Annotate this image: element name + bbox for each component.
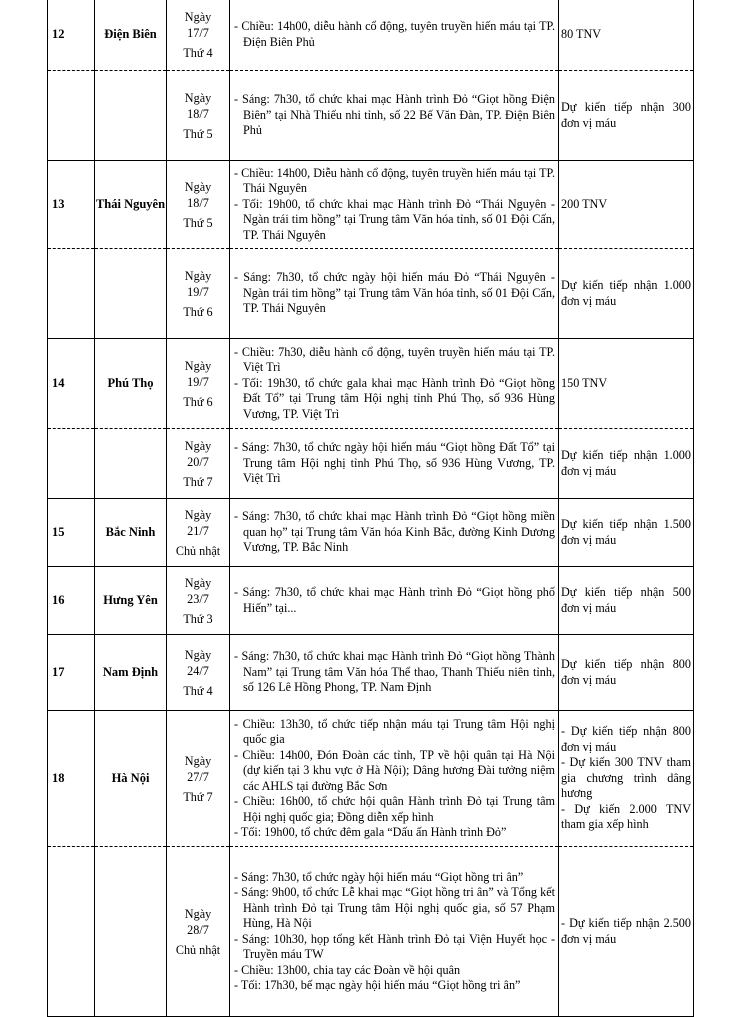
- row-number: 13: [48, 161, 95, 249]
- date-cell: [167, 0, 230, 71]
- activity-item: - Tối: 19h00, tổ chức đêm gala “Dấu ấn Hành trình Đỏ”: [234, 825, 507, 839]
- activity-item: - Chiều: 14h00, Diễu hành cổ động, tuyên truyền hiến máu tại TP. Thái Nguyên: [234, 165, 555, 196]
- activity-item: - Sáng: 7h30, tổ chức khai mạc Hành trình Đỏ “Giọt hồng Điện Biên” tại Nhà Thiếu nhi tỉnh, số 22 Bế Văn Đàn, TP. Điện Biên Phủ: [234, 92, 555, 138]
- result-cell: [559, 635, 694, 711]
- weekday: Thứ 5: [183, 126, 213, 141]
- province-name: Phú Thọ: [95, 339, 167, 429]
- result-item: Dự kiến tiếp nhận 300 đơn vị máu: [561, 100, 691, 130]
- result-item: - Dự kiến 2.000 TNV tham gia xếp hình: [561, 801, 691, 832]
- date-value: 18/7: [187, 195, 209, 210]
- table-row: [48, 711, 694, 847]
- activity-item: - Chiều: 16h00, tổ chức hội quân Hành trình Đỏ tại Trung tâm Hội nghị quốc gia; Đồng diễn xếp hình: [234, 794, 555, 824]
- row-number: [48, 429, 95, 499]
- province-name: Bắc Ninh: [95, 499, 167, 567]
- activities-cell: [230, 429, 559, 499]
- date-value: 21/7: [187, 523, 209, 538]
- activity-item: - Sáng: 9h00, tổ chức Lễ khai mạc “Giọt hồng tri ân” và Tổng kết Hành trình Đỏ tại Trung tâm Hội nghị quốc gia, số 57 Phạm Hùng, Hà Nội: [234, 885, 555, 930]
- date-label: Ngày: [184, 507, 212, 522]
- province-name: Hưng Yên: [95, 567, 167, 635]
- row-number: 17: [48, 635, 95, 711]
- activity-item: - Tối: 19h30, tổ chức gala khai mạc Hành trình Đỏ “Giọt hồng Đất Tổ” tại Trung tâm Hội nghị tỉnh Phú Thọ, số 936 Hùng Vương, TP. Việt Trì: [234, 375, 555, 421]
- province-name: Điện Biên: [95, 0, 167, 71]
- date-value: 17/7: [187, 25, 209, 40]
- row-number: [48, 249, 95, 339]
- date-label: Ngày: [184, 906, 212, 921]
- result-cell: [559, 249, 694, 339]
- result-cell: [559, 339, 694, 429]
- activities-cell: [230, 249, 559, 339]
- table-row: [48, 847, 694, 1017]
- date-cell: [167, 499, 230, 567]
- date-label: Ngày: [184, 753, 212, 768]
- result-cell: [559, 0, 694, 71]
- activity-item: - Chiều: 13h30, tổ chức tiếp nhận máu tại Trung tâm Hội nghị quốc gia: [234, 716, 555, 746]
- table-row: [48, 429, 694, 499]
- result-item: 150 TNV: [561, 375, 608, 390]
- weekday: Chủ nhật: [175, 543, 221, 558]
- weekday: Chủ nhật: [175, 942, 221, 957]
- activities-cell: [230, 847, 559, 1017]
- weekday: Thứ 4: [183, 45, 213, 60]
- activities-cell: [230, 71, 559, 161]
- date-value: 23/7: [187, 591, 209, 606]
- row-number: [48, 847, 95, 1017]
- activities-cell: [230, 635, 559, 711]
- date-value: 20/7: [187, 454, 209, 469]
- result-item: Dự kiến tiếp nhận 800 đơn vị máu: [561, 657, 691, 687]
- table-row: [48, 249, 694, 339]
- result-item: - Dự kiến 300 TNV tham gia chương trình dâng hương: [561, 755, 691, 801]
- activity-item: - Sáng: 7h30, tổ chức khai mạc Hành trình Đỏ “Giọt hồng phố Hiến” tại...: [234, 585, 555, 615]
- activity-item: - Sáng: 10h30, họp tổng kết Hành trình Đỏ tại Viện Huyết học - Truyền máu TW: [234, 931, 555, 961]
- activities-cell: [230, 567, 559, 635]
- result-cell: [559, 429, 694, 499]
- date-label: Ngày: [184, 9, 212, 24]
- result-item: 200 TNV: [561, 196, 608, 211]
- date-value: 24/7: [187, 663, 209, 678]
- date-value: 19/7: [187, 374, 209, 389]
- activity-item: - Sáng: 7h30, tổ chức khai mạc Hành trình Đỏ “Giọt hồng Thành Nam” tại Trung tâm Văn hóa Thể thao, Thanh Thiếu niên tỉnh, số 126 Lê Hồng Phong, TP. Nam Định: [234, 649, 555, 695]
- weekday: Thứ 4: [183, 683, 213, 698]
- date-cell: [167, 567, 230, 635]
- result-item: 80 TNV: [561, 26, 602, 41]
- table-row: [48, 71, 694, 161]
- date-cell: [167, 711, 230, 847]
- province-name: [95, 71, 167, 161]
- activity-item: - Sáng: 7h30, tổ chức ngày hội hiến máu Đỏ “Thái Nguyên - Ngàn trái tim hồng” tại Trung tâm Văn hóa tỉnh, số 01 Đội Cấn, TP. Thái Nguyên: [234, 270, 555, 316]
- activity-item: - Chiều: 14h00, diễu hành cổ động, tuyên truyền hiến máu tại TP. Điện Biên Phủ: [234, 19, 555, 49]
- province-name: Hà Nội: [95, 711, 167, 847]
- result-cell: [559, 711, 694, 847]
- row-number: 16: [48, 567, 95, 635]
- activities-cell: [230, 499, 559, 567]
- date-cell: [167, 249, 230, 339]
- row-number: 12: [48, 0, 95, 71]
- row-number: [48, 71, 95, 161]
- activities-cell: [230, 339, 559, 429]
- date-cell: [167, 429, 230, 499]
- activities-cell: [230, 0, 559, 71]
- weekday: Thứ 3: [183, 611, 213, 626]
- result-cell: [559, 847, 694, 1017]
- result-cell: [559, 161, 694, 249]
- result-cell: [559, 499, 694, 567]
- date-label: Ngày: [184, 358, 212, 373]
- date-cell: [167, 161, 230, 249]
- weekday: Thứ 7: [183, 789, 213, 804]
- result-cell: [559, 71, 694, 161]
- activity-item: - Sáng: 7h30, tổ chức ngày hội hiến máu “Giọt hồng tri ân”: [234, 869, 524, 884]
- activity-item: - Chiều: 7h30, diễu hành cổ động, tuyên truyền hiến máu tại TP. Việt Trì: [234, 344, 555, 375]
- weekday: Thứ 6: [183, 304, 213, 319]
- weekday: Thứ 7: [183, 474, 213, 489]
- table-row: [48, 0, 694, 71]
- weekday: Thứ 6: [183, 394, 213, 409]
- province-name: Thái Nguyên: [95, 161, 167, 249]
- province-name: [95, 249, 167, 339]
- result-item: Dự kiến tiếp nhận 1.000 đơn vị máu: [561, 278, 691, 308]
- province-name: [95, 429, 167, 499]
- date-cell: [167, 71, 230, 161]
- result-item: Dự kiến tiếp nhận 500 đơn vị máu: [561, 585, 691, 615]
- result-item: - Dự kiến tiếp nhận 800 đơn vị máu: [561, 724, 691, 754]
- result-item: Dự kiến tiếp nhận 1.500 đơn vị máu: [561, 517, 691, 547]
- weekday: Thứ 5: [183, 215, 213, 230]
- activity-item: - Chiều: 14h00, Đón Đoàn các tỉnh, TP về hội quân tại Hà Nội (dự kiến tại 3 khu vực ở Hà Nội); Dâng hương Đài tưởng niệm các AHLS tại đường Bắc Sơn: [234, 747, 555, 793]
- table-row: [48, 161, 694, 249]
- activities-cell: [230, 711, 559, 847]
- date-value: 27/7: [187, 769, 209, 784]
- result-item: Dự kiến tiếp nhận 1.000 đơn vị máu: [561, 448, 691, 478]
- activities-cell: [230, 161, 559, 249]
- date-label: Ngày: [184, 438, 212, 453]
- activity-item: - Tối: 17h30, bế mạc ngày hội hiến máu “Giọt hồng tri ân”: [234, 978, 521, 992]
- date-value: 28/7: [187, 922, 209, 937]
- date-cell: [167, 339, 230, 429]
- table-row: [48, 567, 694, 635]
- schedule-table: [47, 0, 694, 1017]
- activity-item: - Chiều: 13h00, chia tay các Đoàn về hội quân: [234, 962, 461, 977]
- row-number: 14: [48, 339, 95, 429]
- result-item: - Dự kiến tiếp nhận 2.500 đơn vị máu: [561, 916, 691, 946]
- table-row: [48, 499, 694, 567]
- activity-item: - Sáng: 7h30, tổ chức khai mạc Hành trình Đỏ “Giọt hồng miền quan họ” tại Trung tâm Văn hóa Kinh Bắc, đường Kinh Dương Vương, TP. Bắc Ninh: [234, 509, 555, 555]
- table-row: [48, 635, 694, 711]
- province-name: [95, 847, 167, 1017]
- date-label: Ngày: [184, 647, 212, 662]
- date-cell: [167, 635, 230, 711]
- table-row: [48, 339, 694, 429]
- activity-item: - Sáng: 7h30, tổ chức ngày hội hiến máu “Giọt hồng Đất Tổ” tại Trung tâm Hội nghị tỉnh Phú Thọ, số 936 Hùng Vương, TP. Việt Trì: [234, 440, 555, 486]
- date-label: Ngày: [184, 179, 212, 194]
- date-label: Ngày: [184, 90, 212, 105]
- activity-item: - Tối: 19h00, tổ chức khai mạc Hành trình Đỏ “Thái Nguyên - Ngàn trái tim hồng” tại Trung tâm Văn hóa tỉnh, số 01 Đội Cấn, TP. Thái Nguyên: [234, 196, 555, 242]
- row-number: 18: [48, 711, 95, 847]
- date-value: 19/7: [187, 284, 209, 299]
- date-value: 18/7: [187, 106, 209, 121]
- row-number: 15: [48, 499, 95, 567]
- province-name: Nam Định: [95, 635, 167, 711]
- schedule-table-body: [48, 0, 694, 1017]
- date-label: Ngày: [184, 575, 212, 590]
- date-cell: [167, 847, 230, 1017]
- date-label: Ngày: [184, 268, 212, 283]
- result-cell: [559, 567, 694, 635]
